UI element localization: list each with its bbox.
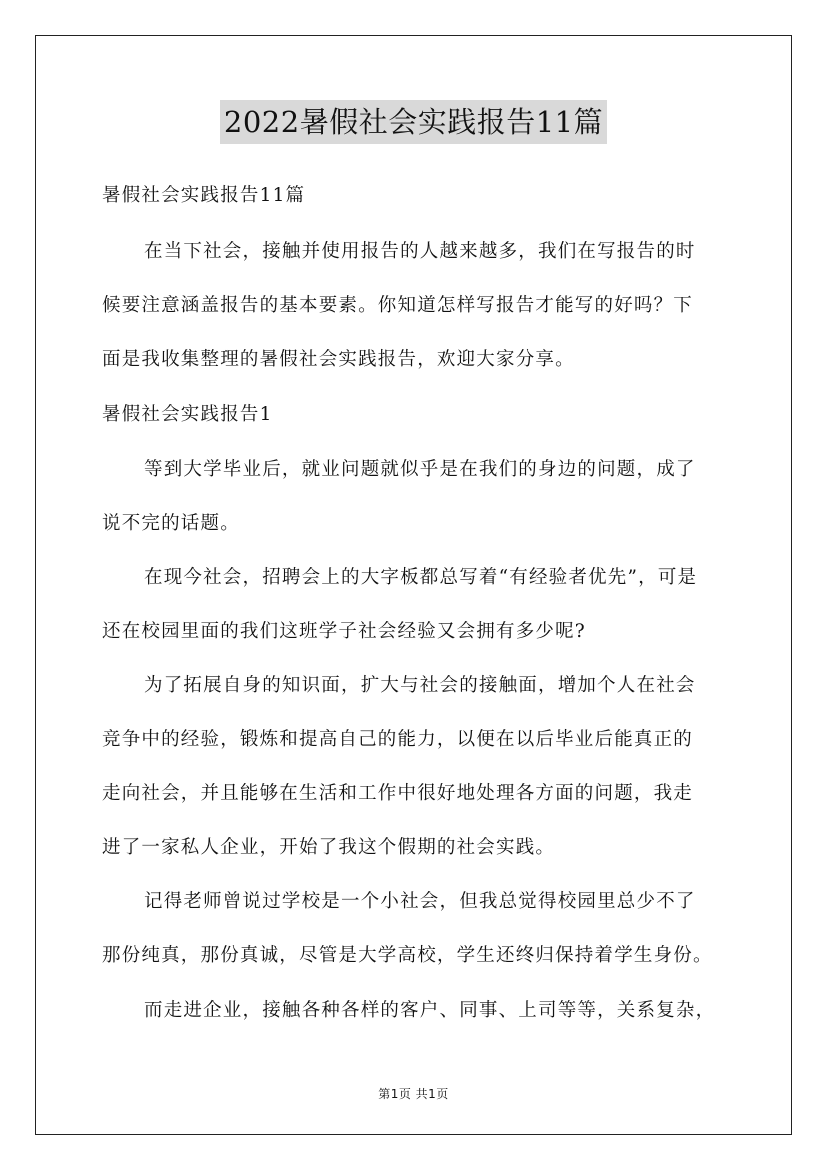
document-title: 2022暑假社会实践报告11篇 bbox=[220, 100, 607, 144]
paragraph-line: 而走进企业，接触各种各样的客户、同事、上司等等，关系复杂， bbox=[144, 1000, 716, 1021]
section-heading: 暑假社会实践报告1 bbox=[102, 404, 273, 425]
paragraph-line: 说不完的话题。 bbox=[102, 513, 240, 534]
paragraph-line: 竞争中的经验，锻炼和提高自己的能力，以便在以后毕业后能真正的 bbox=[102, 729, 694, 750]
paragraph-line: 还在校园里面的我们这班学子社会经验又会拥有多少呢? bbox=[102, 621, 586, 642]
paragraph-line: 那份纯真，那份真诚，尽管是大学高校，学生还终归保持着学生身份。 bbox=[102, 945, 713, 966]
paragraph-line: 面是我收集整理的暑假社会实践报告，欢迎大家分享。 bbox=[102, 349, 575, 370]
paragraph-line: 记得老师曾说过学校是一个小社会，但我总觉得校园里总少不了 bbox=[144, 891, 696, 912]
title-container bbox=[0, 100, 827, 144]
paragraph-line: 在现今社会，招聘会上的大字板都总写着“有经验者优先”，可是 bbox=[144, 567, 698, 588]
paragraph-line: 候要注意涵盖报告的基本要素。你知道怎样写报告才能写的好吗？下 bbox=[102, 295, 694, 316]
paragraph-line: 等到大学毕业后，就业问题就似乎是在我们的身边的问题，成了 bbox=[144, 459, 696, 480]
paragraph-line: 走向社会，并且能够在生活和工作中很好地处理各方面的问题，我走 bbox=[102, 783, 694, 804]
paragraph-line: 进了一家私人企业，开始了我这个假期的社会实践。 bbox=[102, 837, 556, 858]
paragraph-line: 在当下社会，接触并使用报告的人越来越多，我们在写报告的时 bbox=[144, 241, 696, 262]
page-footer: 第1页 共1页 bbox=[378, 1087, 449, 1101]
paragraph-line: 为了拓展自身的知识面，扩大与社会的接触面，增加个人在社会 bbox=[144, 675, 696, 696]
subtitle-line: 暑假社会实践报告11篇 bbox=[102, 185, 306, 206]
